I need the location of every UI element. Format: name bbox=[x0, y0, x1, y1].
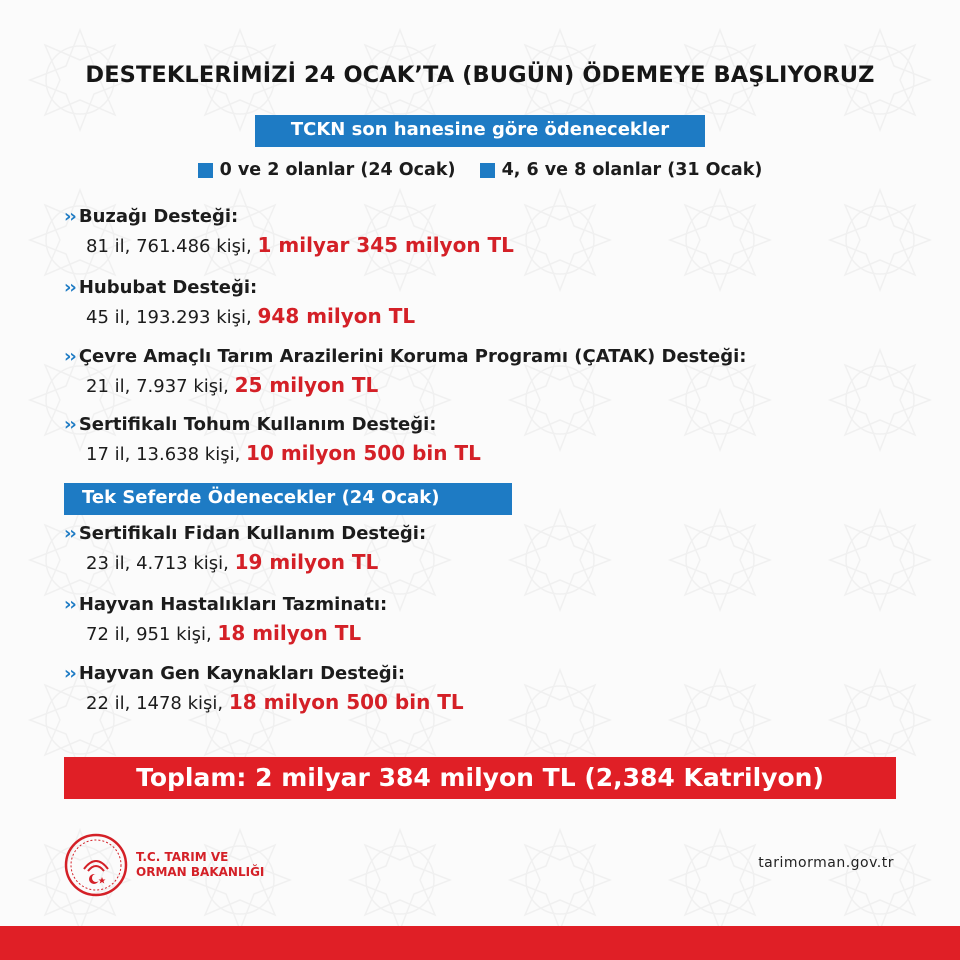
support-item-catak bbox=[64, 345, 924, 400]
item-title: Buzağı Desteği: bbox=[78, 206, 239, 227]
support-item-buzagi bbox=[64, 205, 924, 260]
item-amount: 948 milyon TL bbox=[257, 304, 416, 328]
ministry-name-line2: ORMAN BAKANLIĞI bbox=[136, 865, 265, 879]
legend-label: 0 ve 2 olanlar (24 Ocak) bbox=[219, 160, 456, 180]
item-detail: 45 il, 193.293 kişi, bbox=[86, 307, 252, 328]
item-detail: 22 il, 1478 kişi, bbox=[86, 693, 224, 714]
item-title: Sertifikalı Fidan Kullanım Desteği: bbox=[78, 523, 427, 544]
support-item-hububat bbox=[64, 276, 924, 331]
item-detail: 72 il, 951 kişi, bbox=[86, 624, 212, 645]
double-chevron-icon: ›› bbox=[64, 277, 75, 298]
section-banner-tek-seferde: Tek Seferde Ödenecekler (24 Ocak) bbox=[64, 483, 512, 515]
support-item-tohum bbox=[64, 413, 924, 468]
legend-label: 4, 6 ve 8 olanlar (31 Ocak) bbox=[501, 160, 763, 180]
item-title: Sertifikalı Tohum Kullanım Desteği: bbox=[78, 414, 437, 435]
website-url: tarimorman.gov.tr bbox=[758, 855, 894, 871]
item-title: Hayvan Hastalıkları Tazminatı: bbox=[78, 594, 388, 615]
item-amount: 1 milyar 345 milyon TL bbox=[257, 233, 514, 257]
subtitle-banner: TCKN son hanesine göre ödenecekler bbox=[255, 115, 705, 147]
page-title: DESTEKLERİMİZİ 24 OCAK’TA (BUGÜN) ÖDEMEYE BAŞLIYORUZ bbox=[85, 62, 875, 88]
support-item-hastalik bbox=[64, 593, 924, 648]
item-detail: 23 il, 4.713 kişi, bbox=[86, 553, 229, 574]
ministry-name bbox=[136, 850, 264, 880]
item-amount: 25 milyon TL bbox=[234, 373, 379, 397]
item-title: Çevre Amaçlı Tarım Arazilerini Koruma Programı (ÇATAK) Desteği: bbox=[78, 346, 747, 367]
item-amount: 10 milyon 500 bin TL bbox=[246, 441, 481, 465]
double-chevron-icon: ›› bbox=[64, 523, 75, 544]
item-title: Hayvan Gen Kaynakları Desteği: bbox=[78, 663, 406, 684]
support-item-gen bbox=[64, 662, 924, 717]
double-chevron-icon: ›› bbox=[64, 663, 75, 684]
bottom-red-bar bbox=[0, 926, 960, 960]
item-amount: 18 milyon TL bbox=[217, 621, 362, 645]
ministry-logo-icon bbox=[64, 833, 128, 897]
double-chevron-icon: ›› bbox=[64, 594, 75, 615]
blue-square-icon bbox=[480, 163, 495, 178]
blue-square-icon bbox=[198, 163, 213, 178]
item-detail: 17 il, 13.638 kişi, bbox=[86, 444, 241, 465]
double-chevron-icon: ›› bbox=[64, 414, 75, 435]
legend bbox=[0, 160, 960, 183]
item-amount: 19 milyon TL bbox=[234, 550, 379, 574]
item-detail: 21 il, 7.937 kişi, bbox=[86, 376, 229, 397]
item-amount: 18 milyon 500 bin TL bbox=[228, 690, 464, 714]
legend-item-24-ocak bbox=[198, 160, 456, 180]
double-chevron-icon: ›› bbox=[64, 346, 75, 367]
total-banner: Toplam: 2 milyar 384 milyon TL (2,384 Katrilyon) bbox=[64, 757, 896, 799]
item-title: Hububat Desteği: bbox=[78, 277, 258, 298]
ministry-name-line1: T.C. TARIM VE bbox=[136, 850, 229, 864]
item-detail: 81 il, 761.486 kişi, bbox=[86, 236, 252, 257]
legend-item-31-ocak bbox=[480, 160, 763, 180]
double-chevron-icon: ›› bbox=[64, 206, 75, 227]
support-item-fidan bbox=[64, 522, 924, 577]
